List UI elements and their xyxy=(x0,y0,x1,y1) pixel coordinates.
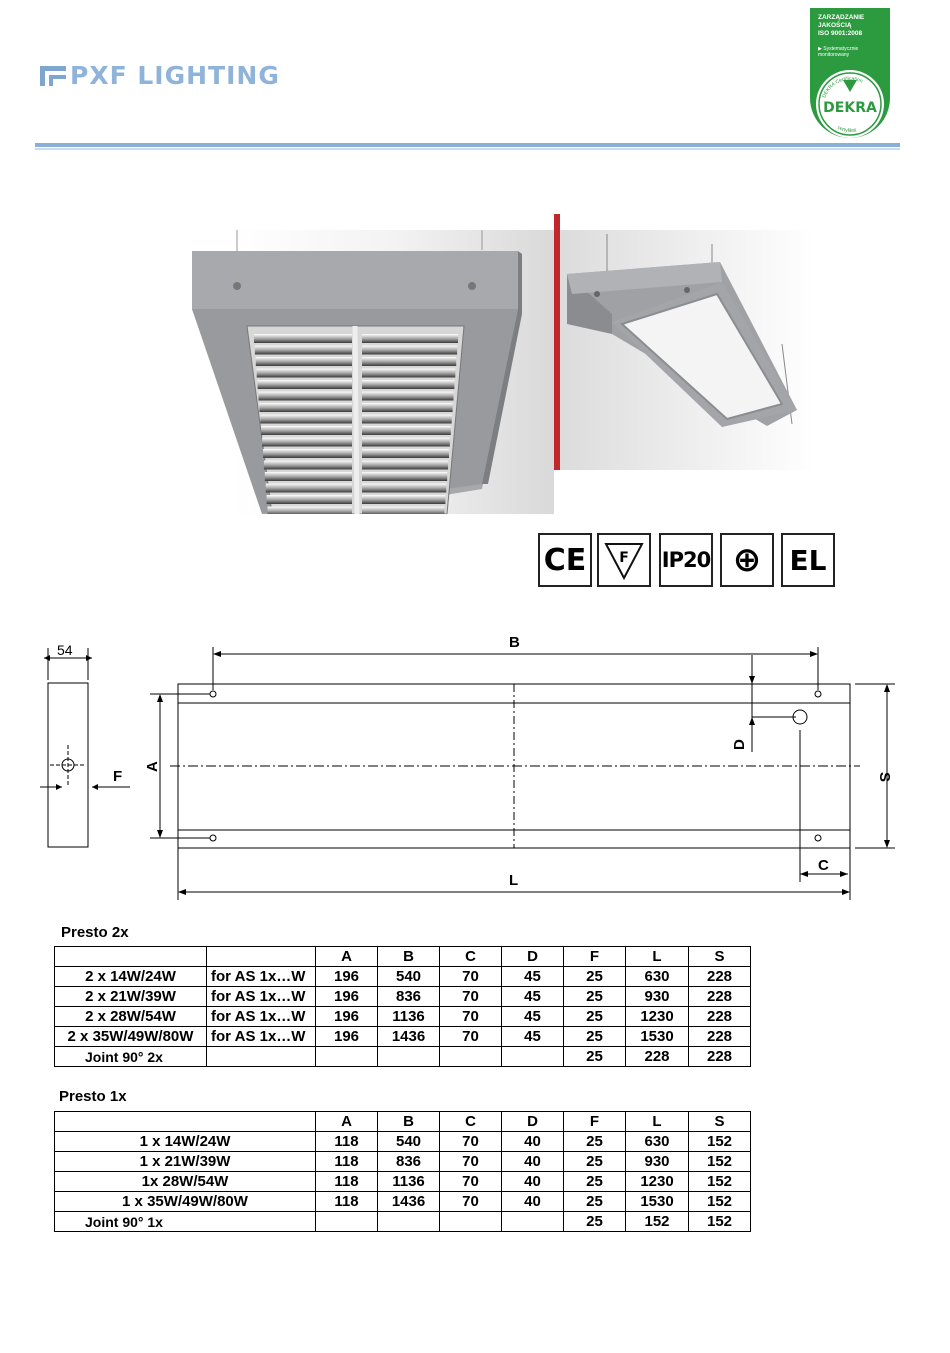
lamp-config: 1 x 35W/49W/80W xyxy=(55,1192,316,1212)
table-row xyxy=(55,967,751,987)
lamp-config: 1x 28W/54W xyxy=(55,1172,316,1192)
photo-divider xyxy=(554,214,560,470)
table-row xyxy=(55,1172,751,1192)
cell-l: 930 xyxy=(626,987,689,1007)
side-width-label: 54 xyxy=(57,642,73,658)
cell-empty xyxy=(440,1212,502,1232)
cell-b: 1436 xyxy=(378,1027,440,1047)
joint-label: Joint 90° 2x xyxy=(55,1047,207,1067)
cell-l: 630 xyxy=(626,967,689,987)
louver-blade xyxy=(362,507,445,515)
louver-blade xyxy=(362,415,452,424)
louver-blade xyxy=(260,415,352,424)
cell-s: 152 xyxy=(689,1212,751,1232)
cell-l: 1530 xyxy=(626,1027,689,1047)
louver-blade xyxy=(362,461,448,470)
louver-blade xyxy=(362,484,446,493)
cert-subtext: ▶ Systematycznie monitorowany xyxy=(818,46,859,58)
table-row xyxy=(55,987,751,1007)
dimension-drawing xyxy=(0,630,950,910)
f-mark-triangle-icon xyxy=(602,538,646,582)
product-photos xyxy=(192,214,817,514)
cell-l: 1530 xyxy=(626,1192,689,1212)
louver-blade xyxy=(362,346,457,355)
table-row xyxy=(55,1007,751,1027)
column-header: C xyxy=(440,947,502,967)
cell-b: 540 xyxy=(378,1132,440,1152)
louver-blade xyxy=(266,484,352,493)
cert-text: ZARZĄDZANIE JAKOŚCIĄ ISO 9001:2008 xyxy=(818,14,865,37)
svg-text:F: F xyxy=(619,550,629,566)
brand-name: PXF LIGHTING xyxy=(70,60,280,90)
column-header: F xyxy=(564,947,626,967)
lamp-config: 1 x 21W/39W xyxy=(55,1152,316,1172)
louver-blade xyxy=(362,426,451,435)
compat-note: for AS 1x…W xyxy=(207,967,316,987)
column-header: C xyxy=(440,1112,502,1132)
table-2x xyxy=(54,946,751,1067)
header-blank xyxy=(207,947,316,967)
cell-f: 25 xyxy=(564,1047,626,1067)
cell-a: 118 xyxy=(316,1132,378,1152)
cell-s: 152 xyxy=(689,1152,751,1172)
class-i-icon: ⊕ xyxy=(720,533,774,587)
dim-a-label: A xyxy=(144,761,161,772)
cell-empty xyxy=(207,1047,316,1067)
dim-f-label: F xyxy=(113,768,123,785)
louver-blade xyxy=(257,369,352,378)
column-header: B xyxy=(378,947,440,967)
cell-a: 118 xyxy=(316,1192,378,1212)
cell-s: 228 xyxy=(689,987,751,1007)
cell-l: 930 xyxy=(626,1152,689,1172)
dim-l-label: L xyxy=(509,872,519,889)
photo-pendant-luminaire xyxy=(560,230,817,470)
mount-hole-br xyxy=(815,835,821,841)
column-header: S xyxy=(689,1112,751,1132)
cell-a: 118 xyxy=(316,1152,378,1172)
louver-blade xyxy=(362,392,454,401)
cell-c: 70 xyxy=(440,967,502,987)
cell-f: 25 xyxy=(564,1192,626,1212)
cell-f: 25 xyxy=(564,1212,626,1232)
dim-c-label: C xyxy=(818,857,829,874)
cell-b: 1136 xyxy=(378,1172,440,1192)
cell-s: 152 xyxy=(689,1192,751,1212)
louver-blade xyxy=(362,403,453,412)
cell-c: 70 xyxy=(440,1007,502,1027)
cell-empty xyxy=(502,1047,564,1067)
louver-blade xyxy=(362,357,456,366)
table-row-joint xyxy=(55,1047,751,1067)
cell-d: 45 xyxy=(502,987,564,1007)
louver-blade xyxy=(362,438,450,447)
louver-blade xyxy=(263,449,352,458)
table-header-row xyxy=(55,947,751,967)
cell-empty xyxy=(316,1047,378,1067)
dim-d-label: D xyxy=(731,739,748,750)
dim-s-label: S xyxy=(876,772,893,783)
cell-c: 70 xyxy=(440,1192,502,1212)
column-header: A xyxy=(316,1112,378,1132)
column-header: D xyxy=(502,947,564,967)
seal-ring-bottom-text: certyfikat xyxy=(836,124,857,135)
cell-b: 836 xyxy=(378,1152,440,1172)
louver-blade xyxy=(259,392,353,401)
louver-blade xyxy=(268,507,353,515)
table-1x xyxy=(54,1111,751,1232)
ce-mark-icon: CE xyxy=(538,533,592,587)
louver-blade xyxy=(362,334,458,343)
table-row xyxy=(55,1152,751,1172)
cell-d: 45 xyxy=(502,1007,564,1027)
cell-f: 25 xyxy=(564,967,626,987)
cell-a: 196 xyxy=(316,1027,378,1047)
table-1x-title: Presto 1x xyxy=(59,1088,127,1105)
louver-blade xyxy=(362,449,449,458)
cell-f: 25 xyxy=(564,1152,626,1172)
cell-b: 1436 xyxy=(378,1192,440,1212)
ip20-icon: IP20 xyxy=(659,533,713,587)
lamp-config: 2 x 21W/39W xyxy=(55,987,207,1007)
cell-c: 70 xyxy=(440,1132,502,1152)
louver-blade xyxy=(262,438,352,447)
cell-f: 25 xyxy=(564,1132,626,1152)
table-row-joint xyxy=(55,1212,751,1232)
cell-d: 40 xyxy=(502,1192,564,1212)
cell-d: 40 xyxy=(502,1152,564,1172)
cell-f: 25 xyxy=(564,1027,626,1047)
header-blank xyxy=(55,1112,316,1132)
table-header-row xyxy=(55,1112,751,1132)
lamp-config: 2 x 28W/54W xyxy=(55,1007,207,1027)
column-header: S xyxy=(689,947,751,967)
compat-note: for AS 1x…W xyxy=(207,987,316,1007)
header-blank xyxy=(55,947,207,967)
cell-b: 1136 xyxy=(378,1007,440,1027)
cell-s: 152 xyxy=(689,1132,751,1152)
cell-a: 196 xyxy=(316,1007,378,1027)
cell-b: 540 xyxy=(378,967,440,987)
cell-l: 152 xyxy=(626,1212,689,1232)
louver-blade xyxy=(255,346,352,355)
cell-empty xyxy=(502,1212,564,1232)
louver-blade xyxy=(362,472,447,481)
compat-note: for AS 1x…W xyxy=(207,1027,316,1047)
cell-d: 40 xyxy=(502,1172,564,1192)
cell-empty xyxy=(378,1047,440,1067)
cell-l: 228 xyxy=(626,1047,689,1067)
seal-ring-top-text: DEKRA Certification xyxy=(821,75,864,99)
cell-l: 1230 xyxy=(626,1007,689,1027)
cell-c: 70 xyxy=(440,1172,502,1192)
column-header: F xyxy=(564,1112,626,1132)
mount-hole-bl xyxy=(210,835,216,841)
louver-blade xyxy=(267,495,352,504)
louver-blade xyxy=(261,426,352,435)
compat-note: for AS 1x…W xyxy=(207,1007,316,1027)
cell-a: 118 xyxy=(316,1172,378,1192)
cell-l: 1230 xyxy=(626,1172,689,1192)
louver-blade xyxy=(254,334,352,343)
column-header: A xyxy=(316,947,378,967)
mount-hole-tr xyxy=(815,691,821,697)
header-divider-light xyxy=(35,148,900,150)
column-header: B xyxy=(378,1112,440,1132)
louver-blade xyxy=(258,380,352,389)
cell-empty xyxy=(316,1212,378,1232)
cell-s: 228 xyxy=(689,1007,751,1027)
louver-blade xyxy=(264,461,352,470)
joint-label: Joint 90° 1x xyxy=(55,1212,316,1232)
table-2x-title: Presto 2x xyxy=(61,924,129,941)
cell-a: 196 xyxy=(316,987,378,1007)
lamp-config: 1 x 14W/24W xyxy=(55,1132,316,1152)
brand-logo xyxy=(40,60,280,90)
cell-s: 228 xyxy=(689,1047,751,1067)
cell-b: 836 xyxy=(378,987,440,1007)
lamp-config: 2 x 14W/24W xyxy=(55,967,207,987)
louver-blade xyxy=(259,403,352,412)
cell-c: 70 xyxy=(440,1027,502,1047)
cell-c: 70 xyxy=(440,1152,502,1172)
brand-mark-icon xyxy=(40,64,66,86)
cell-d: 45 xyxy=(502,1027,564,1047)
lamp-config: 2 x 35W/49W/80W xyxy=(55,1027,207,1047)
louver-blade xyxy=(362,380,454,389)
louver-blade xyxy=(362,495,445,504)
table-row xyxy=(55,1132,751,1152)
dekra-triangle-icon xyxy=(843,80,857,92)
header-divider xyxy=(35,143,900,147)
cell-empty xyxy=(378,1212,440,1232)
el-mark-icon: EL xyxy=(781,533,835,587)
cell-s: 228 xyxy=(689,1027,751,1047)
f-mark-icon xyxy=(597,533,651,587)
cell-empty xyxy=(440,1047,502,1067)
louver-blade xyxy=(256,357,352,366)
cell-f: 25 xyxy=(564,1007,626,1027)
cell-s: 152 xyxy=(689,1172,751,1192)
table-row xyxy=(55,1192,751,1212)
louver-blade xyxy=(362,369,455,378)
cell-d: 45 xyxy=(502,967,564,987)
column-header: L xyxy=(626,1112,689,1132)
dekra-certificate-badge xyxy=(810,8,890,138)
cell-l: 630 xyxy=(626,1132,689,1152)
cell-f: 25 xyxy=(564,1172,626,1192)
photo-louvre-luminaire xyxy=(192,230,554,514)
cell-d: 40 xyxy=(502,1132,564,1152)
column-header: L xyxy=(626,947,689,967)
mount-hole-tl xyxy=(210,691,216,697)
cell-a: 196 xyxy=(316,967,378,987)
cell-c: 70 xyxy=(440,987,502,1007)
dekra-name: DEKRA xyxy=(823,100,877,116)
louver-blade xyxy=(265,472,352,481)
table-row xyxy=(55,1027,751,1047)
dim-b-label: B xyxy=(509,634,520,651)
cell-f: 25 xyxy=(564,987,626,1007)
cell-s: 228 xyxy=(689,967,751,987)
column-header: D xyxy=(502,1112,564,1132)
